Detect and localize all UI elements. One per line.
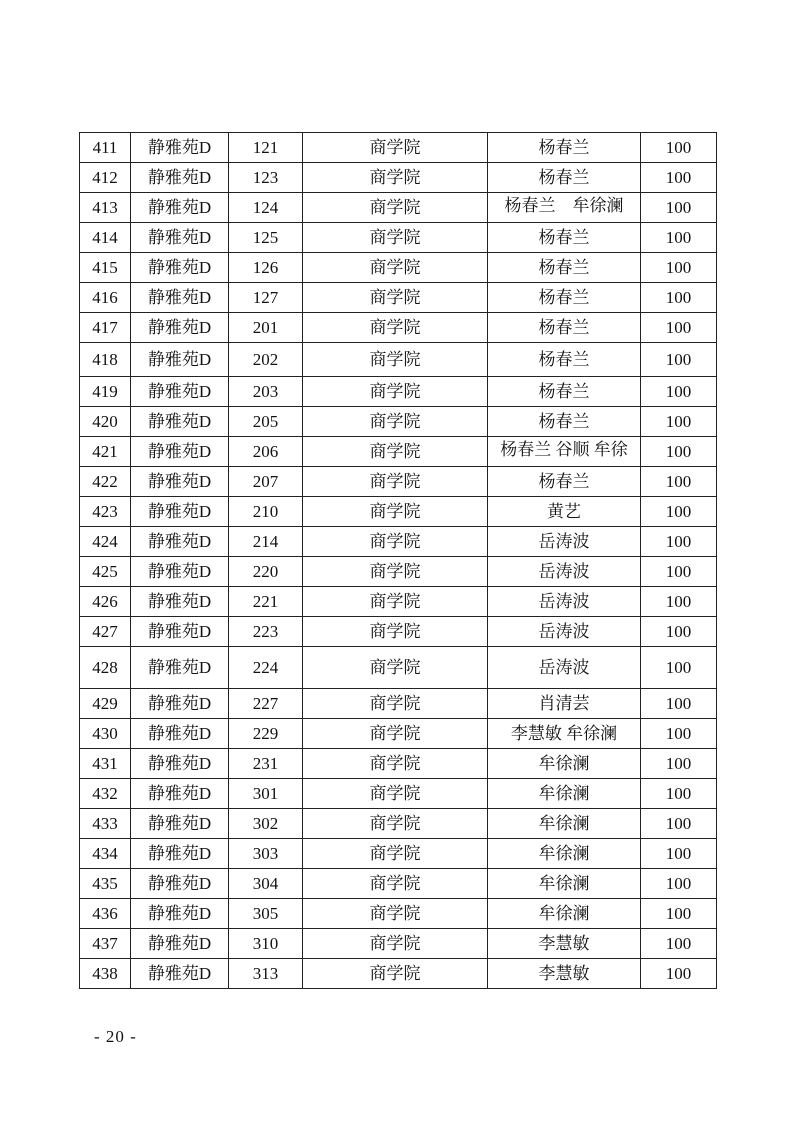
row-number: 417	[80, 313, 131, 343]
row-number: 423	[80, 497, 131, 527]
room-number: 229	[229, 719, 303, 749]
college-name: 商学院	[303, 839, 488, 869]
row-number: 419	[80, 377, 131, 407]
responsible-names: 牟徐澜	[488, 779, 641, 809]
table-row	[80, 407, 717, 437]
table-row	[80, 899, 717, 929]
score-value: 100	[641, 647, 717, 689]
room-number: 304	[229, 869, 303, 899]
responsible-names: 牟徐澜	[488, 749, 641, 779]
college-name: 商学院	[303, 133, 488, 163]
page-number: - 20 -	[94, 1027, 137, 1046]
room-number: 210	[229, 497, 303, 527]
college-name: 商学院	[303, 959, 488, 989]
row-number: 430	[80, 719, 131, 749]
college-name: 商学院	[303, 749, 488, 779]
room-number: 303	[229, 839, 303, 869]
table-row	[80, 163, 717, 193]
responsible-names: 牟徐澜	[488, 899, 641, 929]
room-number: 231	[229, 749, 303, 779]
table-row	[80, 133, 717, 163]
room-number: 301	[229, 779, 303, 809]
college-name: 商学院	[303, 779, 488, 809]
building-name: 静雅苑D	[131, 809, 229, 839]
college-name: 商学院	[303, 527, 488, 557]
table-row	[80, 839, 717, 869]
responsible-names: 杨春兰	[488, 283, 641, 313]
room-number: 125	[229, 223, 303, 253]
responsible-names: 杨春兰 谷顺 牟徐	[488, 437, 641, 467]
row-number: 431	[80, 749, 131, 779]
score-value: 100	[641, 377, 717, 407]
score-value: 100	[641, 617, 717, 647]
room-number: 305	[229, 899, 303, 929]
dormitory-score-table	[79, 132, 717, 989]
row-number: 434	[80, 839, 131, 869]
row-number: 436	[80, 899, 131, 929]
score-value: 100	[641, 467, 717, 497]
building-name: 静雅苑D	[131, 133, 229, 163]
table-row	[80, 527, 717, 557]
score-value: 100	[641, 959, 717, 989]
score-value: 100	[641, 223, 717, 253]
responsible-names: 李慧敏 牟徐澜	[488, 719, 641, 749]
responsible-names: 李慧敏	[488, 929, 641, 959]
building-name: 静雅苑D	[131, 557, 229, 587]
row-number: 421	[80, 437, 131, 467]
college-name: 商学院	[303, 929, 488, 959]
building-name: 静雅苑D	[131, 343, 229, 377]
responsible-names: 杨春兰	[488, 253, 641, 283]
college-name: 商学院	[303, 617, 488, 647]
building-name: 静雅苑D	[131, 617, 229, 647]
score-value: 100	[641, 689, 717, 719]
building-name: 静雅苑D	[131, 899, 229, 929]
building-name: 静雅苑D	[131, 253, 229, 283]
college-name: 商学院	[303, 719, 488, 749]
college-name: 商学院	[303, 689, 488, 719]
score-value: 100	[641, 283, 717, 313]
table-body	[80, 133, 717, 989]
college-name: 商学院	[303, 497, 488, 527]
score-value: 100	[641, 163, 717, 193]
college-name: 商学院	[303, 869, 488, 899]
responsible-names: 杨春兰	[488, 223, 641, 253]
responsible-names: 肖清芸	[488, 689, 641, 719]
room-number: 202	[229, 343, 303, 377]
table-row	[80, 193, 717, 223]
room-number: 124	[229, 193, 303, 223]
responsible-names: 岳涛波	[488, 587, 641, 617]
score-value: 100	[641, 253, 717, 283]
responsible-names: 杨春兰	[488, 343, 641, 377]
responsible-names: 杨春兰	[488, 163, 641, 193]
row-number: 415	[80, 253, 131, 283]
responsible-names: 岳涛波	[488, 557, 641, 587]
table-row	[80, 959, 717, 989]
building-name: 静雅苑D	[131, 193, 229, 223]
building-name: 静雅苑D	[131, 779, 229, 809]
responsible-names: 杨春兰	[488, 377, 641, 407]
row-number: 418	[80, 343, 131, 377]
building-name: 静雅苑D	[131, 437, 229, 467]
building-name: 静雅苑D	[131, 377, 229, 407]
room-number: 221	[229, 587, 303, 617]
responsible-names: 牟徐澜	[488, 809, 641, 839]
responsible-names: 杨春兰 牟徐澜	[488, 193, 641, 223]
row-number: 438	[80, 959, 131, 989]
table-row	[80, 253, 717, 283]
room-number: 121	[229, 133, 303, 163]
row-number: 437	[80, 929, 131, 959]
building-name: 静雅苑D	[131, 497, 229, 527]
table-row	[80, 223, 717, 253]
building-name: 静雅苑D	[131, 223, 229, 253]
building-name: 静雅苑D	[131, 647, 229, 689]
room-number: 203	[229, 377, 303, 407]
row-number: 432	[80, 779, 131, 809]
building-name: 静雅苑D	[131, 467, 229, 497]
college-name: 商学院	[303, 223, 488, 253]
table-row	[80, 467, 717, 497]
college-name: 商学院	[303, 437, 488, 467]
building-name: 静雅苑D	[131, 283, 229, 313]
college-name: 商学院	[303, 809, 488, 839]
table-row	[80, 587, 717, 617]
row-number: 429	[80, 689, 131, 719]
college-name: 商学院	[303, 283, 488, 313]
room-number: 220	[229, 557, 303, 587]
score-value: 100	[641, 749, 717, 779]
row-number: 433	[80, 809, 131, 839]
college-name: 商学院	[303, 647, 488, 689]
table-row	[80, 437, 717, 467]
college-name: 商学院	[303, 899, 488, 929]
building-name: 静雅苑D	[131, 689, 229, 719]
table-row	[80, 647, 717, 689]
score-value: 100	[641, 719, 717, 749]
responsible-names: 牟徐澜	[488, 869, 641, 899]
row-number: 426	[80, 587, 131, 617]
table-row	[80, 617, 717, 647]
room-number: 310	[229, 929, 303, 959]
score-value: 100	[641, 899, 717, 929]
college-name: 商学院	[303, 557, 488, 587]
room-number: 227	[229, 689, 303, 719]
building-name: 静雅苑D	[131, 959, 229, 989]
row-number: 416	[80, 283, 131, 313]
building-name: 静雅苑D	[131, 869, 229, 899]
college-name: 商学院	[303, 313, 488, 343]
room-number: 206	[229, 437, 303, 467]
table-row	[80, 809, 717, 839]
college-name: 商学院	[303, 343, 488, 377]
row-number: 412	[80, 163, 131, 193]
table-row	[80, 377, 717, 407]
building-name: 静雅苑D	[131, 839, 229, 869]
building-name: 静雅苑D	[131, 163, 229, 193]
row-number: 424	[80, 527, 131, 557]
score-value: 100	[641, 869, 717, 899]
room-number: 224	[229, 647, 303, 689]
table-row	[80, 343, 717, 377]
score-value: 100	[641, 193, 717, 223]
table-row	[80, 689, 717, 719]
table-row	[80, 929, 717, 959]
building-name: 静雅苑D	[131, 749, 229, 779]
score-value: 100	[641, 407, 717, 437]
row-number: 420	[80, 407, 131, 437]
row-number: 435	[80, 869, 131, 899]
responsible-names: 杨春兰	[488, 133, 641, 163]
responsible-names: 杨春兰	[488, 407, 641, 437]
room-number: 123	[229, 163, 303, 193]
room-number: 126	[229, 253, 303, 283]
room-number: 127	[229, 283, 303, 313]
room-number: 302	[229, 809, 303, 839]
room-number: 205	[229, 407, 303, 437]
table-row	[80, 283, 717, 313]
score-value: 100	[641, 779, 717, 809]
score-value: 100	[641, 587, 717, 617]
building-name: 静雅苑D	[131, 313, 229, 343]
room-number: 214	[229, 527, 303, 557]
room-number: 201	[229, 313, 303, 343]
table-row	[80, 779, 717, 809]
room-number: 313	[229, 959, 303, 989]
college-name: 商学院	[303, 377, 488, 407]
row-number: 427	[80, 617, 131, 647]
score-value: 100	[641, 839, 717, 869]
responsible-names: 杨春兰	[488, 467, 641, 497]
responsible-names: 黄艺	[488, 497, 641, 527]
college-name: 商学院	[303, 253, 488, 283]
building-name: 静雅苑D	[131, 719, 229, 749]
building-name: 静雅苑D	[131, 929, 229, 959]
table-row	[80, 749, 717, 779]
table-row	[80, 869, 717, 899]
responsible-names: 岳涛波	[488, 617, 641, 647]
row-number: 414	[80, 223, 131, 253]
table-row	[80, 497, 717, 527]
row-number: 413	[80, 193, 131, 223]
room-number: 207	[229, 467, 303, 497]
row-number: 428	[80, 647, 131, 689]
college-name: 商学院	[303, 587, 488, 617]
responsible-names: 牟徐澜	[488, 839, 641, 869]
college-name: 商学院	[303, 193, 488, 223]
row-number: 425	[80, 557, 131, 587]
building-name: 静雅苑D	[131, 407, 229, 437]
score-value: 100	[641, 133, 717, 163]
row-number: 422	[80, 467, 131, 497]
responsible-names: 杨春兰	[488, 313, 641, 343]
table-row	[80, 557, 717, 587]
score-value: 100	[641, 809, 717, 839]
row-number: 411	[80, 133, 131, 163]
building-name: 静雅苑D	[131, 587, 229, 617]
college-name: 商学院	[303, 163, 488, 193]
college-name: 商学院	[303, 407, 488, 437]
score-value: 100	[641, 497, 717, 527]
score-value: 100	[641, 557, 717, 587]
room-number: 223	[229, 617, 303, 647]
score-value: 100	[641, 527, 717, 557]
table-row	[80, 313, 717, 343]
responsible-names: 岳涛波	[488, 647, 641, 689]
score-value: 100	[641, 929, 717, 959]
responsible-names: 李慧敏	[488, 959, 641, 989]
score-value: 100	[641, 437, 717, 467]
college-name: 商学院	[303, 467, 488, 497]
table-row	[80, 719, 717, 749]
building-name: 静雅苑D	[131, 527, 229, 557]
responsible-names: 岳涛波	[488, 527, 641, 557]
score-value: 100	[641, 343, 717, 377]
score-value: 100	[641, 313, 717, 343]
